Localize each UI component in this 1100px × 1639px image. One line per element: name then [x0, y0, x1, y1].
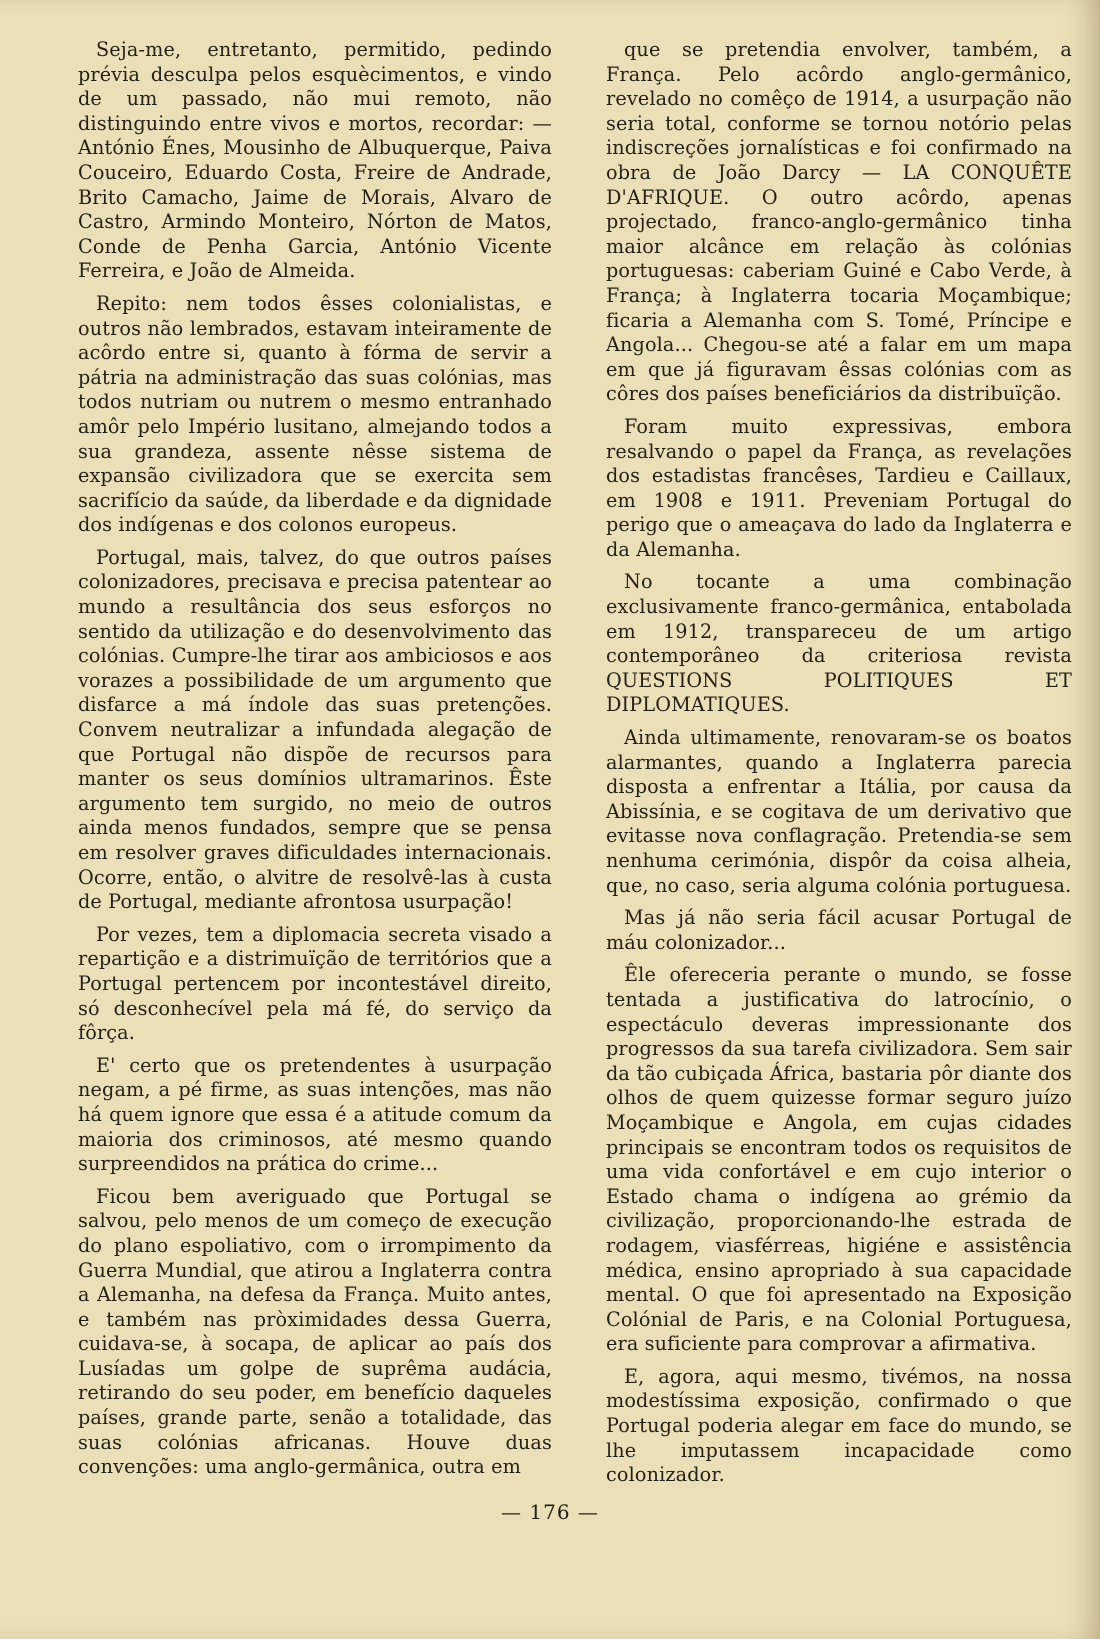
paragraph: que se pretendia envolver, também, a França. Pelo acôrdo anglo-germânico, revelado no comêço de 1914, a usurpação não seria total, conforme se tornou notório pelas indiscreções jornalísticas e foi confirmado na obra de João Darcy — LA CONQUÊTE D'AFRIQUE. O outro acôrdo, apenas projectado, franco-anglo-germânico tinha maior alcânce em relação às colónias portuguesas: caberiam Guiné e Cabo Verde, à França; à Inglaterra tocaria Moçambique; ficaria a Alemanha com S. Tomé, Príncipe e Angola... Chegou-se até a falar em um mapa em que já figuravam êssas colónias com as côres dos países beneficiários da distribuïção. [606, 38, 1072, 406]
paragraph: Êle ofereceria perante o mundo, se fosse tentada a justificativa do latrocínio, o espectáculo deveras impressionante dos progressos da sua tarefa civilizadora. Sem sair da tão cubiçada África, bastaria pôr diante dos olhos de quem quizesse formar seguro juízo Moçambique e Angola, em cujas cidades principais se encontram todos os requisitos de uma vida confortável e em cujo interior o Estado chama o indígena ao grémio da civilização, proporcionando-lhe estrada de rodagem, viasférreas, higiéne e assistência médica, ensino apropriado à sua capacidade mental. O que foi apresentado na Exposição Colónial de Paris, e na Colonial Portuguesa, era suficiente para comprovar a afirmativa. [606, 963, 1072, 1356]
paragraph: Por vezes, tem a diplomacia secreta visado a repartição e a distrimuïção de territórios que a Portugal pertencem por incontestável direito, só desconhecível pela má fé, do serviço da fôrça. [78, 922, 552, 1045]
paragraph: Foram muito expressivas, embora resalvando o papel da França, as revelações dos estadistas francêses, Tardieu e Caillaux, em 1908 e 1911. Preveniam Portugal do perigo que o ameaçava do lado da Inglaterra e da Alemanha. [606, 414, 1072, 561]
paragraph: Mas já não seria fácil acusar Portugal de máu colonizador... [606, 906, 1072, 954]
page-number: — 176 — [501, 1500, 599, 1524]
paragraph: E' certo que os pretendentes à usurpação negam, a pé firme, as suas intenções, mas não há quem ignore que essa é a atitude comum da maioria dos criminosos, até mesmo quando surpreendidos na prática do crime... [78, 1053, 552, 1176]
paragraph: Ainda ultimamente, renovaram-se os boatos alarmantes, quando a Inglaterra parecia disposta a enfrentar a Itália, por causa da Abissínia, e se cogitava de um derivativo que evitasse nova conflagração. Pretendia-se sem nenhuma cerimónia, dispôr da coisa alheia, que, no caso, seria alguma colónia portuguesa. [606, 726, 1072, 897]
paragraph: Ficou bem averiguado que Portugal se salvou, pelo menos de um começo de execução do plano espoliativo, com o irrompimento da Guerra Mundial, que atirou a Inglaterra contra a Alemanha, na defesa da França. Muito antes, e também nas pròximidades dessa Guerra, cuidava-se, à socapa, de aplicar ao país dos Lusíadas um golpe de suprêma audácia, retirando do seu poder, em benefício daqueles países, grande parte, senão a totalidade, das suas colónias africanas. Houve duas convenções: uma anglo-germânica, outra em [78, 1184, 552, 1479]
paragraph: Portugal, mais, talvez, do que outros países colonizadores, precisava e precisa patentear ao mundo a resultância dos seus esforços no sentido da utilização e do desenvolvimento das colónias. Cumpre-lhe tirar aos ambiciosos e aos vorazes a possibilidade de um argumento que disfarce a má índole das suas pretenções. Convem neutralizar a infundada alegação de que Portugal não dispõe de recursos para manter os seus domínios ultramarinos. Êste argumento tem surgido, no meio de outros ainda menos fundados, sempre que se pensa em resolver graves dificuldades internacionais. Ocorre, então, o alvitre de resolvê-las à custa de Portugal, mediante afrontosa usurpação! [78, 545, 552, 914]
right-column [606, 38, 1072, 1496]
paragraph: Seja-me, entretanto, permitido, pedindo prévia desculpa pelos esquècimentos, e vindo de um passado, não mui remoto, não distinguindo entre vivos e mortos, recordar: — António Énes, Mousinho de Albuquerque, Paiva Couceiro, Eduardo Costa, Freire de Andrade, Brito Camacho, Jaime de Morais, Alvaro de Castro, Armindo Monteiro, Nórton de Matos, Conde de Penha Garcia, António Vicente Ferreira, e João de Almeida. [78, 38, 552, 283]
paragraph: E, agora, aqui mesmo, tivémos, na nossa modestíssima exposição, confirmado o que Portugal poderia alegar em face do mundo, se lhe imputassem incapacidade como colonizador. [606, 1364, 1072, 1487]
paragraph: Repito: nem todos êsses colonialistas, e outros não lembrados, estavam inteiramente de acôrdo entre si, quanto à fórma de servir a pátria na administração das suas colónias, mas todos nutriam ou nutrem o mesmo entranhado amôr pelo Império lusitano, almejando todos a sua grandeza, assente nêsse sistema de expansão civilizadora que se exercita sem sacrifício da saúde, da liberdade e da dignidade dos indígenas e dos colonos europeus. [78, 291, 552, 537]
left-column [78, 38, 552, 1488]
paragraph: No tocante a uma combinação exclusivamente franco-germânica, entabolada em 1912, transpareceu de um artigo contemporâneo da criteriosa revista QUESTIONS POLITIQUES ET DIPLOMATIQUES. [606, 570, 1072, 717]
